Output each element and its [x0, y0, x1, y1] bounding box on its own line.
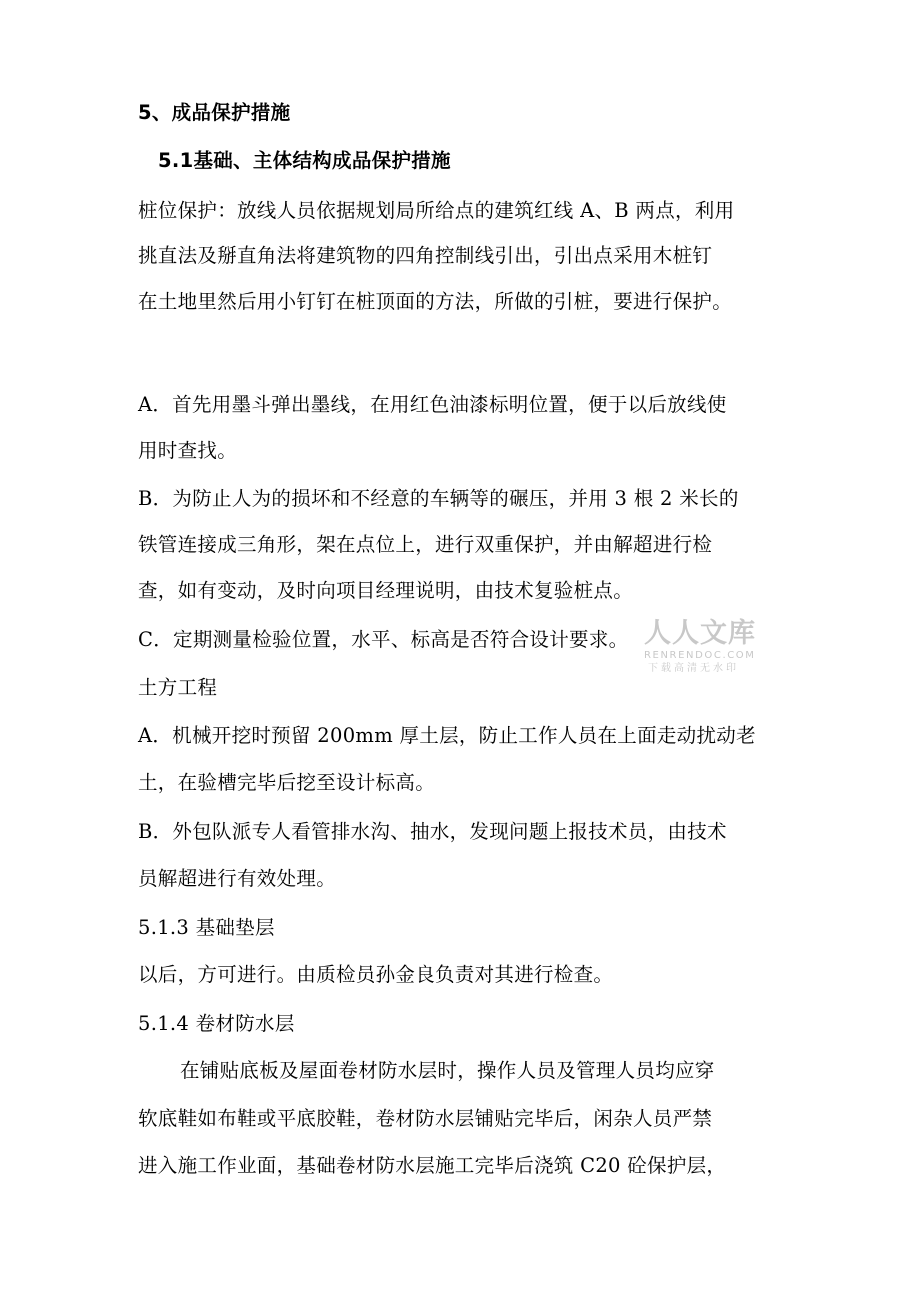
earthwork-item-a-line-2: 土，在验槽完毕后挖至设计标高。	[138, 771, 436, 794]
section-subheading: 5.1基础、主体结构成品保护措施	[158, 149, 451, 172]
foundation-cushion-text: 以后，方可进行。由质检员孙金良负责对其进行检查。	[138, 963, 614, 986]
earthwork-item-b-line-2: 员解超进行有效处理。	[138, 867, 337, 890]
waterproof-line-1: 在铺贴底板及屋面卷材防水层时，操作人员及管理人员均应穿	[180, 1059, 715, 1082]
pile-item-b-line-3: 查，如有变动，及时向项目经理说明，由技术复验桩点。	[138, 579, 634, 602]
pile-item-a-line-1: A．首先用墨斗弹出墨线，在用红色油漆标明位置，便于以后放线使	[138, 393, 727, 416]
foundation-cushion-title: 5.1.3 基础垫层	[138, 916, 275, 939]
earthwork-item-a-line-1: A．机械开挖时预留 200mm 厚土层，防止工作人员在上面走动扰动老	[138, 724, 756, 747]
pile-item-b-line-2: 铁管连接成三角形，架在点位上，进行双重保护，并由解超进行检	[138, 533, 713, 556]
waterproof-line-2: 软底鞋如布鞋或平底胶鞋，卷材防水层铺贴完毕后，闲杂人员严禁	[138, 1107, 713, 1130]
waterproof-title: 5.1.4 卷材防水层	[138, 1012, 295, 1035]
pile-item-a-line-2: 用时查找。	[138, 439, 238, 462]
pile-protection-line-3: 在土地里然后用小钉钉在桩顶面的方法，所做的引桩，要进行保护。	[138, 290, 733, 313]
earthwork-item-b-line-1: B．外包队派专人看管排水沟、抽水，发现问题上报技术员，由技术	[138, 820, 727, 843]
pile-protection-line-1: 桩位保护：放线人员依据规划局所给点的建筑红线 A、B 两点，利用	[138, 199, 735, 222]
earthwork-title: 土方工程	[138, 676, 218, 699]
watermark-logo-text: 人人文库	[644, 618, 756, 649]
pile-item-b-line-1: B．为防止人为的损坏和不经意的车辆等的碾压，并用 3 根 2 米长的	[138, 487, 739, 510]
pile-item-c: C．定期测量检验位置，水平、标高是否符合设计要求。	[138, 628, 629, 651]
watermark	[644, 618, 774, 682]
section-heading: 5、成品保护措施	[138, 101, 291, 124]
waterproof-line-3: 进入施工作业面，基础卷材防水层施工完毕后浇筑 C20 砼保护层，	[138, 1154, 727, 1177]
watermark-url: RENRENDOC.COM	[644, 650, 756, 661]
watermark-subtitle: 下载高清无水印	[648, 663, 739, 674]
pile-protection-line-2: 挑直法及掰直角法将建筑物的四角控制线引出，引出点采用木桩钉	[138, 244, 713, 267]
